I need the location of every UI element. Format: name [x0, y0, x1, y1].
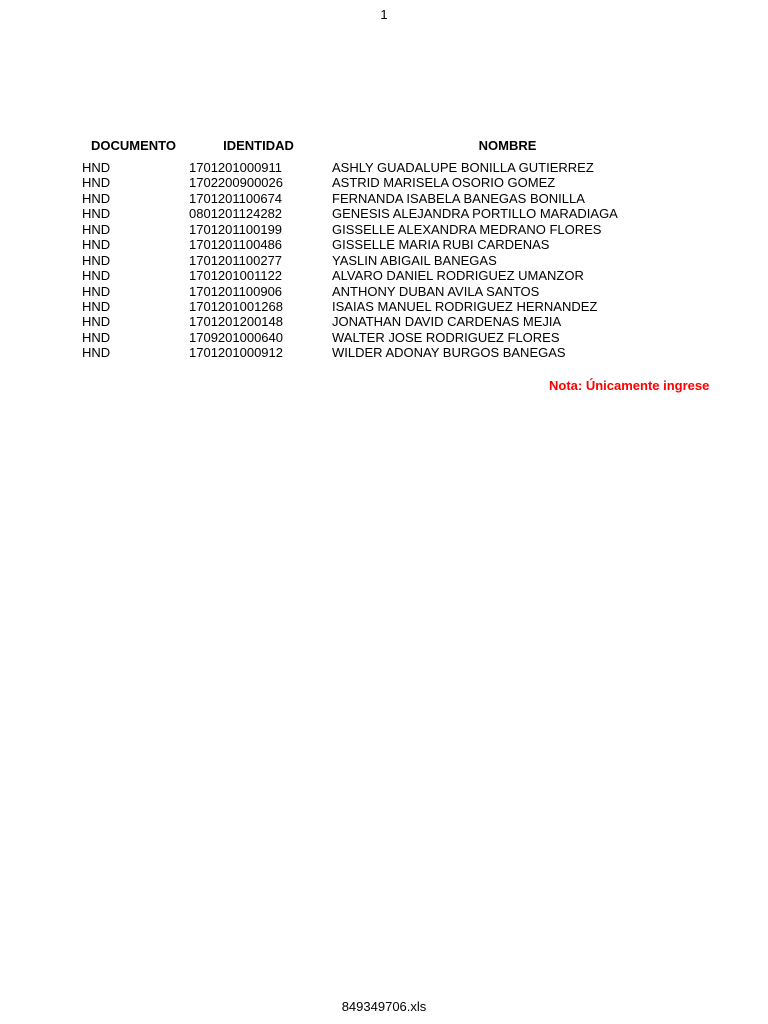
cell-identidad: 1701201100277 [189, 252, 283, 268]
cell-nombre: FERNANDA ISABELA BANEGAS BONILLA [332, 190, 585, 206]
cell-documento: HND [82, 329, 111, 345]
cell-documento: HND [82, 268, 111, 284]
cell-identidad: 1709201000640 [189, 329, 283, 345]
cell-identidad: 1701201100906 [189, 283, 283, 299]
cell-identidad: 1701201000911 [189, 160, 283, 175]
table-row [80, 253, 685, 268]
cell-nombre: ASTRID MARISELA OSORIO GOMEZ [332, 175, 556, 191]
cell-identidad: 1701201100199 [189, 221, 283, 237]
table-body [80, 160, 685, 361]
table-row [80, 222, 685, 237]
footer-filename: 849349706.xls [341, 999, 427, 1014]
cell-documento: HND [82, 175, 111, 191]
cell-identidad: 1701201100674 [189, 190, 283, 206]
cell-documento: HND [82, 298, 111, 314]
cell-nombre: ANTHONY DUBAN AVILA SANTOS [332, 283, 540, 299]
cell-identidad: 1701201000912 [189, 345, 283, 361]
cell-nombre: WILDER ADONAY BURGOS BANEGAS [332, 345, 566, 361]
cell-nombre: ASHLY GUADALUPE BONILLA GUTIERREZ [332, 160, 594, 175]
table-row [80, 191, 685, 206]
cell-nombre: ALVARO DANIEL RODRIGUEZ UMANZOR [332, 268, 584, 284]
cell-documento: HND [82, 160, 111, 175]
cell-nombre: WALTER JOSE RODRIGUEZ FLORES [332, 329, 560, 345]
table-row [80, 330, 685, 345]
cell-documento: HND [82, 221, 111, 237]
table-header-row [80, 138, 685, 160]
cell-nombre: JONATHAN DAVID CARDENAS MEJIA [332, 314, 562, 330]
cell-nombre: GISSELLE ALEXANDRA MEDRANO FLORES [332, 221, 602, 237]
header-nombre: NOMBRE [478, 138, 537, 153]
student-table [80, 138, 685, 361]
cell-documento: HND [82, 314, 111, 330]
cell-nombre: ISAIAS MANUEL RODRIGUEZ HERNANDEZ [332, 298, 598, 314]
page-number: 1 [380, 7, 388, 22]
table-row [80, 237, 685, 252]
cell-identidad: 1701201001122 [189, 268, 283, 284]
cell-identidad: 1702200900026 [189, 175, 283, 191]
table-row [80, 299, 685, 314]
cell-documento: HND [82, 283, 111, 299]
table-row [80, 206, 685, 221]
cell-identidad: 1701201001268 [189, 298, 283, 314]
table-row [80, 268, 685, 283]
table-row [80, 345, 685, 360]
cell-nombre: GENESIS ALEJANDRA PORTILLO MARADIAGA [332, 206, 618, 222]
table-row [80, 160, 685, 175]
table-row [80, 175, 685, 190]
cell-identidad: 0801201124282 [189, 206, 283, 222]
header-identidad: IDENTIDAD [223, 138, 294, 153]
cell-nombre: GISSELLE MARIA RUBI CARDENAS [332, 237, 550, 253]
cell-documento: HND [82, 206, 111, 222]
cell-documento: HND [82, 190, 111, 206]
cell-identidad: 1701201100486 [189, 237, 283, 253]
table-row [80, 314, 685, 329]
cell-documento: HND [82, 252, 111, 268]
table-row [80, 284, 685, 299]
note-text: Nota: Únicamente ingrese [549, 378, 710, 393]
cell-documento: HND [82, 345, 111, 361]
cell-identidad: 1701201200148 [189, 314, 283, 330]
header-documento: DOCUMENTO [91, 138, 176, 153]
cell-documento: HND [82, 237, 111, 253]
cell-nombre: YASLIN ABIGAIL BANEGAS [332, 252, 497, 268]
